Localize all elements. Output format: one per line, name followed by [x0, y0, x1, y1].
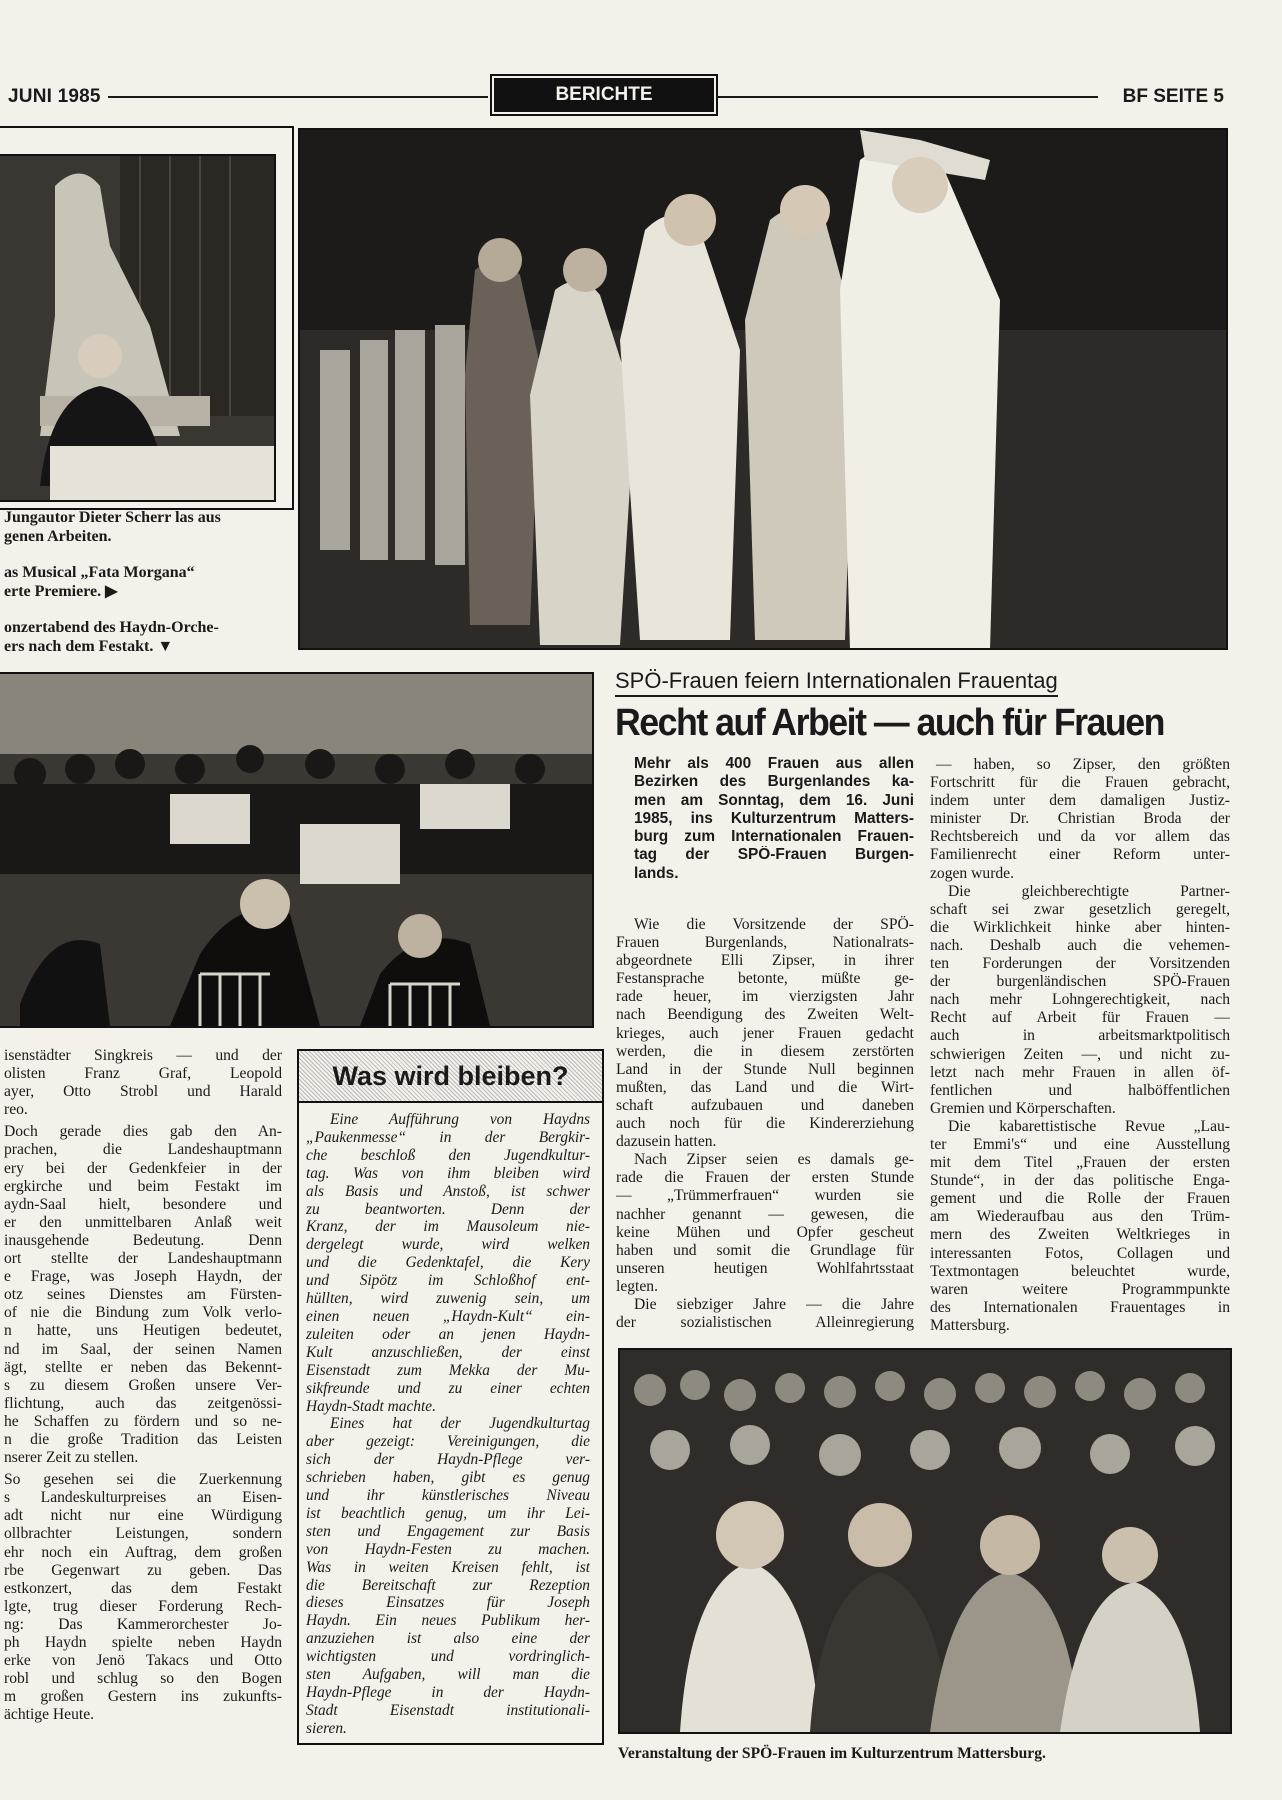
- col2-line: mern des Zweiten Weltkrieges in: [930, 1226, 1230, 1244]
- col1-line: Land in der Stunde Null beginnen: [616, 1060, 914, 1078]
- box-line: Eines hat der Jugendkulturtag: [330, 1415, 590, 1433]
- col2-line: am Wiederaufbau aus den Trüm-: [930, 1208, 1230, 1226]
- left-line: ph Haydn spielte neben Haydn: [4, 1634, 282, 1651]
- box-line: hüllten, wird zuwenig sein, um: [306, 1290, 590, 1308]
- left-line: n die große Tradition das Leisten: [4, 1430, 282, 1448]
- col2-line: des Internationalen Frauentages in: [930, 1298, 1230, 1316]
- lead-line: men am Sonntag, dem 16. Juni: [634, 791, 914, 809]
- col1-line: schaft aufzubauen und daneben: [616, 1096, 914, 1114]
- box-line: dergelegt wurde, wird welken: [306, 1236, 590, 1254]
- issue-date: JUNI 1985: [8, 86, 101, 107]
- col2-line: ter Emmi's“ und eine Ausstellung: [930, 1135, 1230, 1153]
- col2-line: auch in arbeitsmarktpolitisch: [930, 1027, 1230, 1045]
- left-line: inausgehende Bedeutung. Denn: [4, 1231, 282, 1249]
- box-line: Eisenstadt zum Mekka der Mu-: [306, 1361, 590, 1379]
- article-column-2: [930, 756, 1230, 1335]
- col2-line: interessanten Fotos, Collagen und: [930, 1244, 1230, 1262]
- box-line: sten und Engagement zur Basis: [306, 1522, 590, 1540]
- left-line: ächtige Heute.: [4, 1706, 95, 1724]
- left-line: of nie die Bindung zum Volk verlo-: [4, 1304, 282, 1322]
- header-rule-left: [108, 96, 488, 98]
- col2-line: Mattersburg.: [930, 1316, 1010, 1334]
- left-line: ery bei der Gedenkfeier in der: [4, 1159, 282, 1177]
- left-line: robl und schlug so den Bogen: [4, 1670, 282, 1688]
- left-line: isenstädter Singkreis — und der: [4, 1047, 282, 1064]
- col1-line: abgeordnete Elli Zipser, in ihrer: [616, 952, 914, 970]
- col1-line: — „Trümmerfrauen“ wurden sie: [616, 1187, 914, 1205]
- left-line: nd im Saal, der seinen Namen: [4, 1340, 282, 1358]
- left-line: aydn-Saal hielt, besondere und: [4, 1195, 282, 1213]
- col1-line: Die siebziger Jahre — die Jahre: [634, 1295, 914, 1313]
- col2-line: Fortschritt für die Frauen gebracht,: [930, 774, 1230, 792]
- left-line: olisten Franz Graf, Leopold: [4, 1065, 282, 1083]
- left-line: erke von Jenö Takacs und Otto: [4, 1652, 282, 1670]
- lead-line: burg zum Internationalen Frauen-: [634, 828, 914, 846]
- box-line: und die Gedenktafel, die Kery: [306, 1254, 590, 1272]
- col2-line: nach. Deshalb auch die vehemen-: [930, 936, 1230, 954]
- left-line: ehr noch ein Auftrag, dem großen: [4, 1543, 282, 1561]
- box-line: che beschloß den Jugendkultur-: [306, 1146, 590, 1164]
- lead-line: Mehr als 400 Frauen aus allen: [634, 755, 914, 772]
- left-line: ayer, Otto Strobl und Harald: [4, 1083, 282, 1101]
- left-line: rbe Gegenwart zu geben. Das: [4, 1561, 282, 1579]
- box-title: Was wird bleiben?: [297, 1049, 604, 1103]
- col1-line: Wie die Vorsitzende der SPÖ-: [634, 916, 914, 933]
- lead-line: tag der SPÖ-Frauen Burgen-: [634, 846, 914, 864]
- box-line: dieses Einsatzes für Joseph: [306, 1594, 590, 1612]
- left-line: ort stellte der Landeshauptmann: [4, 1250, 282, 1268]
- left-line: Doch gerade dies gab den An-: [4, 1123, 282, 1141]
- col2-line: die Wirklichkeit hinke aber hinten-: [930, 918, 1230, 936]
- caption-author-line1: Jungautor Dieter Scherr las aus: [4, 509, 221, 526]
- box-text: [306, 1111, 590, 1738]
- col2-line: schaft sei zwar gesetzlich geregelt,: [930, 900, 1230, 918]
- col2-line: Familienrecht einer Reform unter-: [930, 846, 1230, 864]
- col2-line: Stunde“, in der das politische Enga-: [930, 1172, 1230, 1190]
- col1-line: Festansprache betonte, müßte ge-: [616, 970, 914, 988]
- col2-line: ten Forderungen der Vorsitzenden: [930, 955, 1230, 973]
- caption-musical-line2: erte Premiere. ▶: [4, 583, 118, 600]
- box-line: die Bereitschaft zur Rezeption: [306, 1576, 590, 1594]
- col1-line: keine Mühen und Opfer gescheut: [616, 1223, 914, 1241]
- box-line: sieren.: [306, 1719, 347, 1737]
- left-line: otz seines Dienstes am Fürsten-: [4, 1286, 282, 1304]
- col1-line: legten.: [616, 1277, 658, 1295]
- col2-line: indem unter dem damaligen Justiz-: [930, 792, 1230, 810]
- box-line: sikfreunde und zu einer echten: [306, 1379, 590, 1397]
- col2-line: fentlichen und halböffentlichen: [930, 1081, 1230, 1099]
- left-line: reo.: [4, 1101, 28, 1119]
- photo-spoe-frauen-audience: [618, 1348, 1232, 1734]
- left-line: nserer Zeit zu stellen.: [4, 1449, 139, 1467]
- left-line: ägt, stellte er neben das Bekennt-: [4, 1358, 282, 1376]
- col1-line: auch noch für die Kindererziehung: [616, 1115, 914, 1133]
- article-headline: Recht auf Arbeit — auch für Frauen: [615, 702, 1164, 744]
- col1-line: werden, die in diesem zerstörten: [616, 1042, 914, 1060]
- box-line: Stadt Eisenstadt institutionali-: [306, 1701, 590, 1719]
- caption-author: [4, 508, 221, 546]
- left-line: er den unmittelbaren Anlaß weit: [4, 1213, 282, 1231]
- box-line: tag. Was von ihm bleiben wird: [306, 1164, 590, 1182]
- col2-line: der burgenländischen SPÖ-Frauen: [930, 973, 1230, 991]
- box-line: aber gezeigt: Vereinigungen, die: [306, 1433, 590, 1451]
- box-line: und ihr künstlerisches Niveau: [306, 1487, 590, 1505]
- col2-line: nach mehr Lohngerechtigkeit, nach: [930, 991, 1230, 1009]
- left-line: So gesehen sei die Zuerkennung: [4, 1471, 282, 1489]
- header-rule-right: [716, 96, 1098, 98]
- box-line: schrieben haben, gibt es genug: [306, 1469, 590, 1487]
- box-line: Kranz, der im Mausoleum nie-: [306, 1218, 590, 1236]
- caption-musical: [4, 563, 288, 601]
- caption-concert-line1: onzertabend des Haydn-Orche-: [4, 619, 219, 636]
- left-line: e Frage, was Joseph Haydn, der: [4, 1268, 282, 1286]
- col2-line: Gremien und Körperschaften.: [930, 1099, 1116, 1117]
- box-line: Kult anzuschließen, der einst: [306, 1343, 590, 1361]
- col2-line: letzt nach mehr Frauen in allen öf-: [930, 1063, 1230, 1081]
- left-line: m großen Gestern ins zukunfts-: [4, 1688, 282, 1706]
- col1-line: nachher genannt — gewesen, die: [616, 1205, 914, 1223]
- box-line: ist beachtlich genug, um ihr Lei-: [306, 1504, 590, 1522]
- photo-author-reading: [0, 154, 276, 502]
- col1-line: der sozialistischen Alleinregierung: [616, 1314, 914, 1332]
- col1-line: nach Beendigung des Zweiten Welt-: [616, 1006, 914, 1024]
- photo-haydn-orchestra: [0, 672, 594, 1028]
- box-line: einen neuen „Haydn-Kult“ ein-: [306, 1307, 590, 1325]
- box-line: sich der Haydn-Pflege ver-: [306, 1451, 590, 1469]
- lead-line: 1985, ins Kulturzentrum Matters-: [634, 809, 914, 827]
- box-line: zu beantworten. Denn der: [306, 1200, 590, 1218]
- left-line: lgte, trug dieser Forderung Rech-: [4, 1597, 282, 1615]
- left-line: n hatte, uns Heutigen bedeutet,: [4, 1322, 282, 1340]
- col1-line: haben und somit die Grundlage für: [616, 1241, 914, 1259]
- col1-line: mußten, das Land und die Wirt-: [616, 1078, 914, 1096]
- box-line: Haydn-Pflege in der Haydn-: [306, 1684, 590, 1701]
- col1-line: rade heuer, im vierzigsten Jahr: [616, 988, 914, 1006]
- caption-musical-line1: as Musical „Fata Morgana“: [4, 564, 195, 581]
- col2-line: minister Dr. Christian Broda der: [930, 810, 1230, 828]
- lead-line: lands.: [634, 864, 679, 882]
- left-line: ergkirche und beim Festakt im: [4, 1177, 282, 1195]
- left-line: adt nicht nur eine Würdigung: [4, 1507, 282, 1525]
- box-line: Was in weiten Kreisen fehlt, ist: [306, 1558, 590, 1576]
- left-column-text: [4, 1047, 282, 1724]
- article-kicker: SPÖ-Frauen feiern Internationalen Frauentag: [615, 668, 1058, 697]
- col2-line: schwierigen Zeiten —, und nicht zu-: [930, 1045, 1230, 1063]
- box-line: zuleiten oder an jenen Haydn-: [306, 1325, 590, 1343]
- caption-author-line2: genen Arbeiten.: [4, 528, 112, 545]
- col2-line: Recht auf Arbeit für Frauen —: [930, 1009, 1230, 1027]
- col2-line: Rechtsbereich und da vor allem das: [930, 828, 1230, 846]
- article-lead: [634, 755, 914, 883]
- box-line: von Haydn-Festen zu machen.: [306, 1540, 590, 1558]
- col2-line: waren weitere Programmpunkte: [930, 1280, 1230, 1298]
- left-line: prachen, die Landeshauptmann: [4, 1141, 282, 1159]
- col1-line: unseren heutigen Wohlfahrtsstaat: [616, 1259, 914, 1277]
- page-number: BF SEITE 5: [1122, 86, 1224, 107]
- col1-line: krieges, auch jener Frauen gedacht: [616, 1024, 914, 1042]
- left-line: estkonzert, das dem Festakt: [4, 1579, 282, 1597]
- col2-line: gement und die Rolle der Frauen: [930, 1190, 1230, 1208]
- left-line: he Schaffen zu fördern und so ne-: [4, 1412, 282, 1430]
- box-line: Haydn-Stadt machte.: [306, 1397, 436, 1415]
- caption-concert-line2: ers nach dem Festakt. ▼: [4, 638, 174, 655]
- col2-line: mit dem Titel „Frauen der ersten: [930, 1154, 1230, 1172]
- box-line: „Paukenmesse“ in der Bergkir-: [306, 1128, 590, 1146]
- box-line: sten Aufgaben, will man die: [306, 1666, 590, 1684]
- col2-line: zogen wurde.: [930, 864, 1014, 882]
- col2-line: Die kabarettistische Revue „Lau-: [948, 1117, 1230, 1135]
- box-line: Eine Aufführung von Haydns: [330, 1111, 590, 1128]
- left-line: ng: Das Kammerorchester Jo-: [4, 1615, 282, 1633]
- col2-line: Textmontagen beleuchtet wurde,: [930, 1262, 1230, 1280]
- caption-audience: Veranstaltung der SPÖ-Frauen im Kulturzentrum Mattersburg.: [618, 1745, 1046, 1762]
- col2-line: Die gleichberechtigte Partner-: [948, 882, 1230, 900]
- left-line: flichtung, auch das zeitgenössi-: [4, 1394, 282, 1412]
- box-line: und Sipötz im Schloßhof ent-: [306, 1272, 590, 1290]
- col1-line: Nach Zipser seien es damals ge-: [634, 1151, 914, 1169]
- left-line: s Landeskulturpreises an Eisen-: [4, 1489, 282, 1507]
- photo-musical-fata-morgana: [298, 128, 1228, 650]
- left-line: s zu diesem Großen unsere Ver-: [4, 1376, 282, 1394]
- col2-line: — haben, so Zipser, den größten: [936, 756, 1230, 773]
- box-line: Haydn. Ein neues Publikum her-: [306, 1612, 590, 1630]
- article-column-1: [616, 916, 914, 1332]
- col1-line: rade die Frauen der ersten Stunde: [616, 1169, 914, 1187]
- section-label: BERICHTE: [494, 78, 714, 112]
- lead-line: Bezirken des Burgenlandes ka-: [634, 773, 914, 791]
- caption-concert: [4, 618, 219, 656]
- box-line: als Basis und Anstoß, ist schwer: [306, 1182, 590, 1200]
- col1-line: Frauen Burgenlands, Nationalrats-: [616, 934, 914, 952]
- box-line: wichtigsten und vordringlich-: [306, 1648, 590, 1666]
- left-line: ollbrachter Leistungen, sondern: [4, 1525, 282, 1543]
- col1-line: dazusein hatten.: [616, 1133, 717, 1151]
- box-line: anzuziehen ist also eine der: [306, 1630, 590, 1648]
